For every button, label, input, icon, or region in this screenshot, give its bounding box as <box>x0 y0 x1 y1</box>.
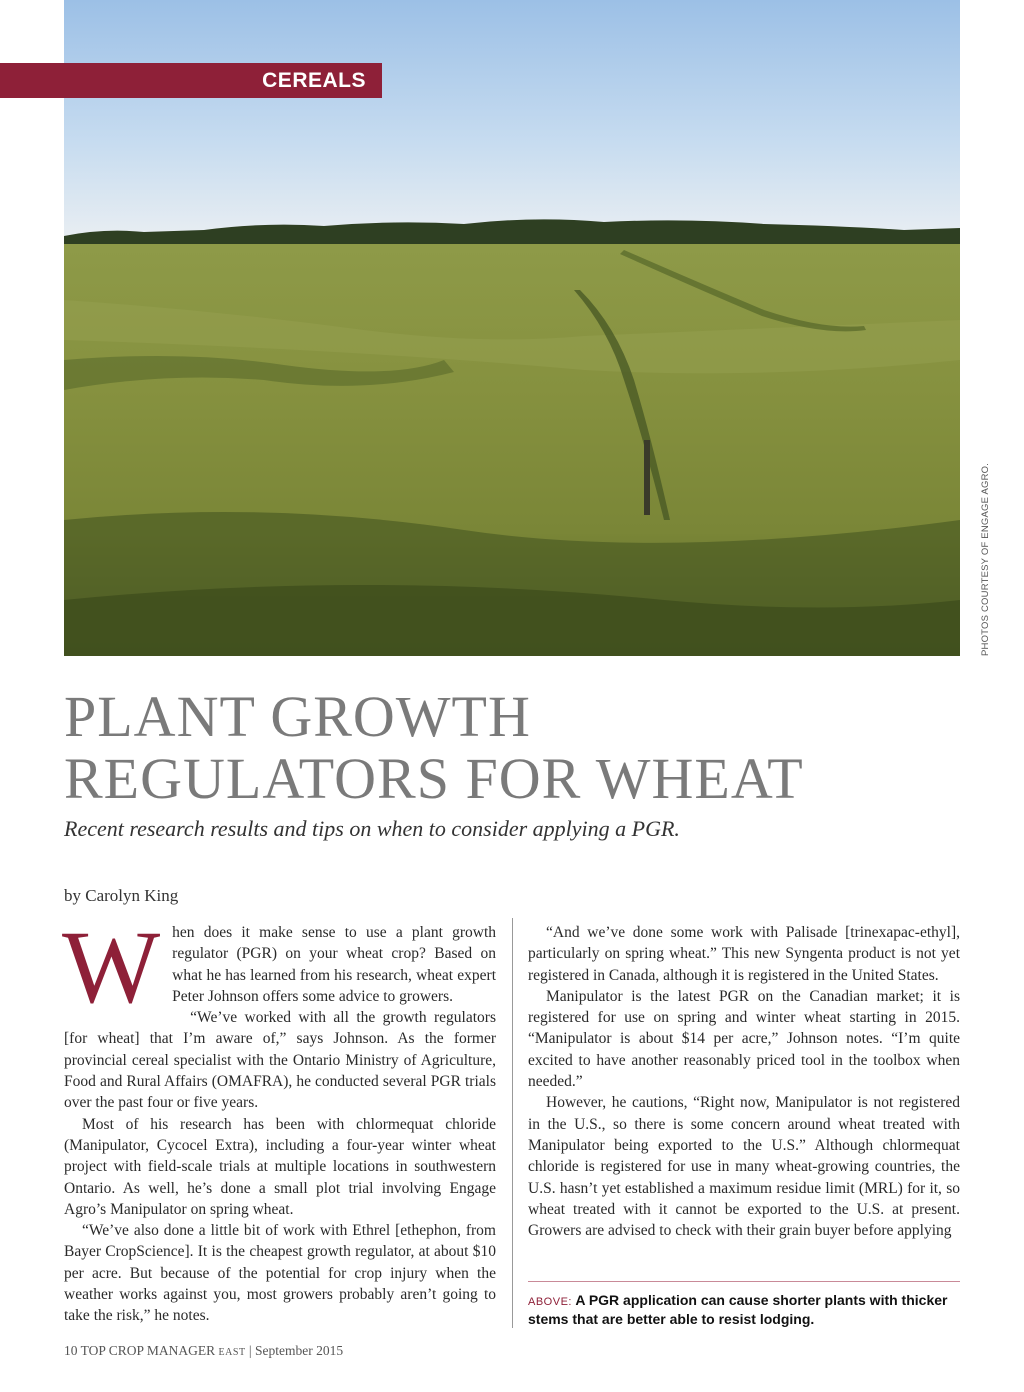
article-column-1 <box>62 910 496 1327</box>
paragraph: “We’ve also done a little bit of work with Ethrel [ethephon, from Bayer CropScience]. It is the cheapest growth regulator, at about $10 per acre. But because of the potential for crop injury when the weather works against you, most growers probably aren’t going to take the risk,” he notes. <box>64 1222 496 1325</box>
magazine-name: TOP CROP MANAGER <box>80 1343 216 1358</box>
caption-label: ABOVE: <box>528 1296 572 1308</box>
headline-line-1: PLANT GROWTH <box>64 684 531 749</box>
photo-credit: PHOTOS COURTESY OF ENGAGE AGRO. <box>980 462 991 656</box>
issue-date: September 2015 <box>255 1343 344 1358</box>
wheat-field-photo <box>64 0 960 656</box>
column-divider <box>512 918 513 1328</box>
edition-label: EAST <box>218 1347 246 1358</box>
footer-separator: | <box>248 1343 252 1358</box>
headline-line-2: REGULATORS FOR WHEAT <box>64 746 804 811</box>
paragraph: Most of his research has been with chlormequat chloride (Manipulator, Cycocel Extra), including a four-year winter wheat project with field-scale trials at multiple locations in southwestern Ontario. As well, he’s done a small plot trial involving Engage Agro’s Manipulator on spring wheat. <box>64 1115 496 1218</box>
article-dek: Recent research results and tips on when to consider applying a PGR. <box>64 816 680 841</box>
page-footer <box>64 1343 343 1359</box>
paragraph: hen does it make sense to use a plant growth regulator (PGR) on your wheat crop? Based on what he has learned from his research, wheat expert Peter Johnson offers some advice to growers. <box>172 924 496 1005</box>
article-headline <box>64 686 964 810</box>
section-label: CEREALS <box>0 63 382 98</box>
caption-text: A PGR application can cause shorter plants with thicker stems that are better able to resist lodging. <box>528 1292 948 1327</box>
paragraph: “And we’ve done some work with Palisade [trinexapac-ethyl], particularly on spring wheat.” This new Syngenta product is not yet registered in Canada, although it is registered in the United States. <box>528 924 960 984</box>
paragraph: However, he cautions, “Right now, Manipulator is not registered in the U.S., so there is some concern around wheat treated with Manipulator being exported to the U.S.” Although chlormequat chloride is registered for use in many wheat-growing countries, the U.S. hasn’t yet established a maximum residue limit (MRL) for it, so wheat treated with it cannot be exported to the U.S. at present. Growers are advised to check with their grain buyer before applying <box>528 1094 960 1240</box>
caption-rule <box>528 1281 960 1282</box>
drop-cap: W <box>62 910 161 1025</box>
page-number: 10 <box>64 1343 78 1358</box>
paragraph: Manipulator is the latest PGR on the Canadian market; it is registered for use on spring and winter wheat starting in 2015. “Manipulator is about $14 per acre,” Johnson notes. “I’m quite excited to have another reasonably priced tool in the toolbox when needed.” <box>528 987 960 1091</box>
paragraph: “We’ve worked with all the growth regulators [for wheat] that I’m aware of,” says Johnson. As the former provincial cereal specialist with the Ontario Ministry of Agriculture, Food and Rural Affairs (OMAFRA), he conducted several PGR trials over the past four or five years. <box>64 1009 496 1112</box>
article-column-2 <box>528 922 960 1241</box>
photo-caption <box>528 1292 960 1328</box>
byline: by Carolyn King <box>64 886 179 905</box>
